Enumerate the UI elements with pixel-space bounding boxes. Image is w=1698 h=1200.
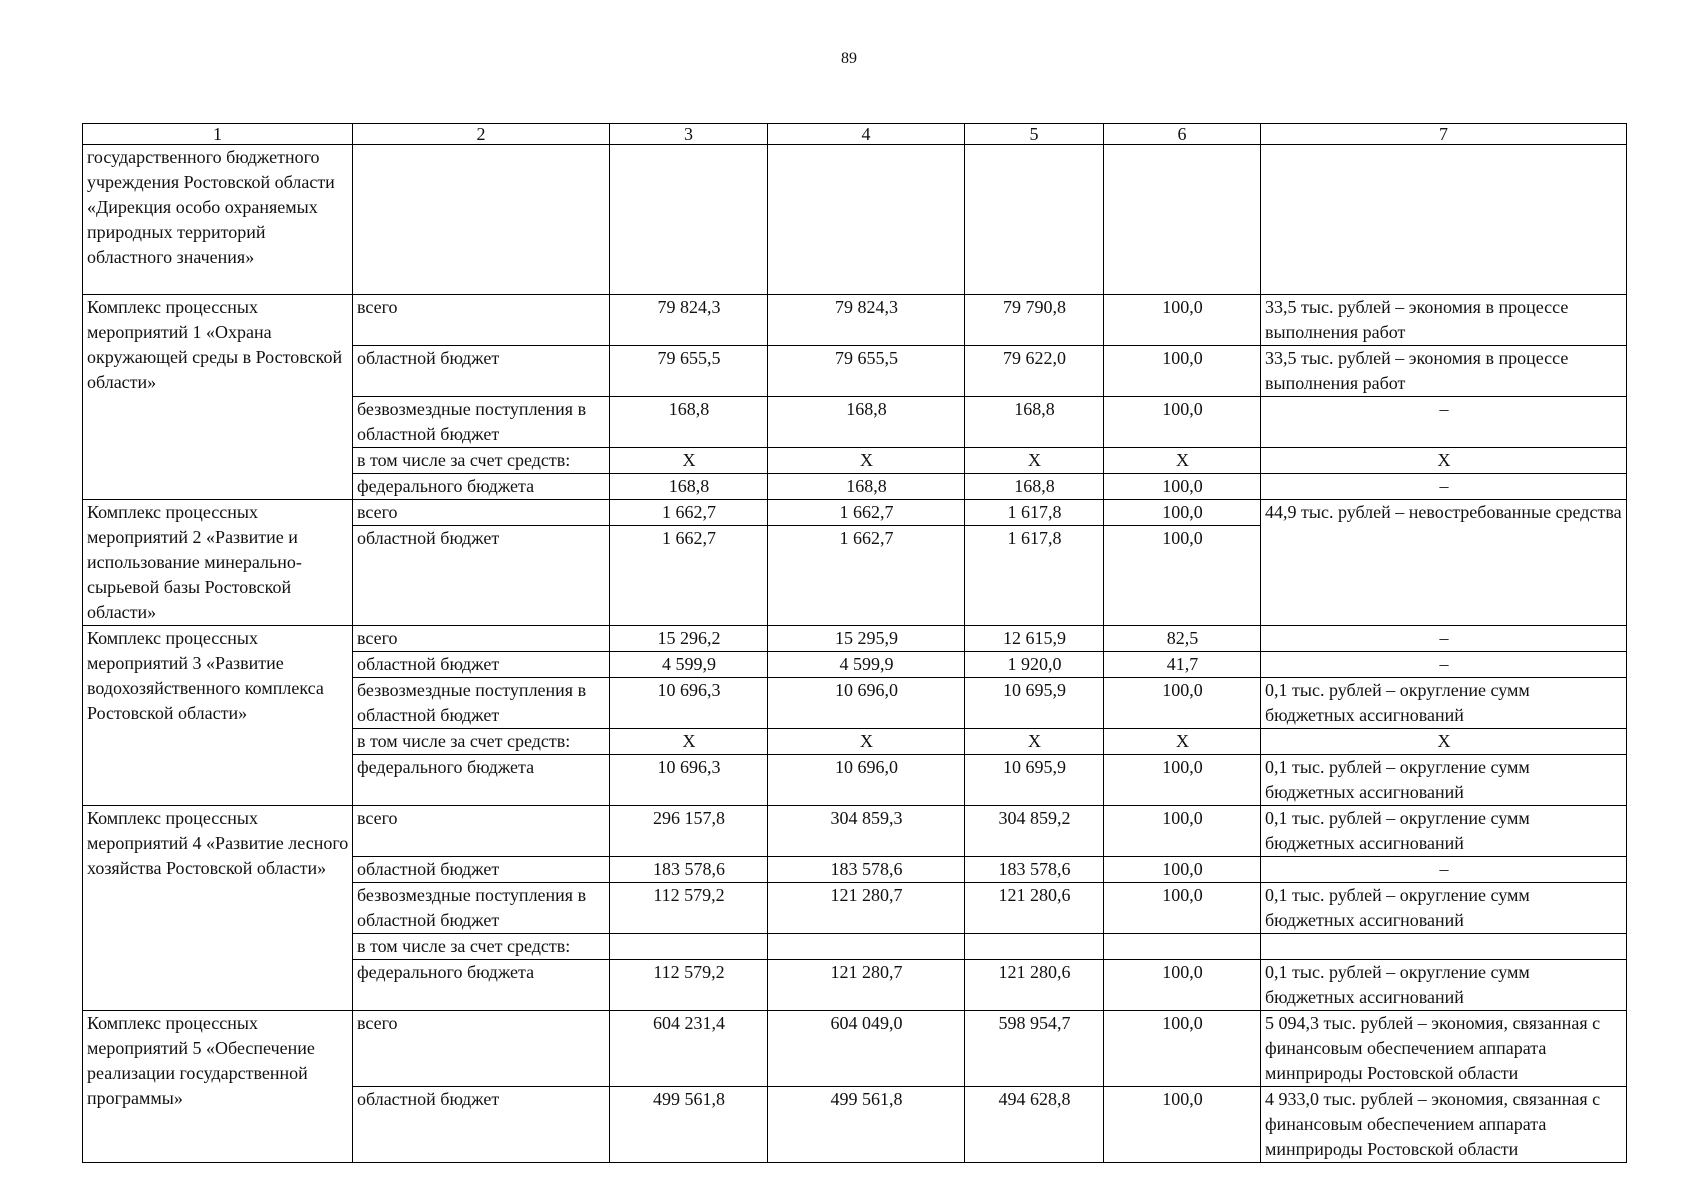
column-4-value: 304 859,3 [768,806,965,857]
funding-source-cell: областной бюджет [353,346,610,397]
column-3-value: X [610,729,768,755]
funding-source-cell: всего [353,806,610,857]
funding-source-cell: областной бюджет [353,1087,610,1163]
column-5-value: 10 695,9 [965,755,1104,806]
column-4-value [768,934,965,960]
column-4-value: 15 295,9 [768,626,965,652]
column-4-value: 183 578,6 [768,857,965,883]
column-5-value: 121 280,6 [965,883,1104,934]
table-row [83,1011,1627,1087]
column-5-value: 121 280,6 [965,960,1104,1011]
funding-source-cell: всего [353,626,610,652]
note-cell: 0,1 тыс. рублей – округление сумм бюджетных ассигнований [1261,755,1627,806]
column-header: 3 [610,124,768,145]
column-6-value: 100,0 [1104,678,1261,729]
note-cell: 0,1 тыс. рублей – округление сумм бюджетных ассигнований [1261,806,1627,857]
column-3-value: 1 662,7 [610,526,768,626]
column-6-value: 100,0 [1104,295,1261,346]
column-6-value: 100,0 [1104,1011,1261,1087]
page-number: 89 [841,50,857,67]
column-3-value: 499 561,8 [610,1087,768,1163]
column-6-value [1104,145,1261,295]
funding-source-cell: областной бюджет [353,857,610,883]
note-cell: – [1261,474,1627,500]
column-6-value: 100,0 [1104,526,1261,626]
column-4-value: 79 824,3 [768,295,965,346]
column-3-value: X [610,448,768,474]
column-3-value: 10 696,3 [610,755,768,806]
column-6-value: 100,0 [1104,397,1261,448]
column-3-value: 168,8 [610,474,768,500]
column-5-value: 79 790,8 [965,295,1104,346]
note-cell: 0,1 тыс. рублей – округление сумм бюджетных ассигнований [1261,883,1627,934]
funding-source-cell: федерального бюджета [353,755,610,806]
budget-execution-table [82,123,1627,1163]
column-4-value: X [768,729,965,755]
note-cell: 0,1 тыс. рублей – округление сумм бюджетных ассигнований [1261,678,1627,729]
column-3-value: 112 579,2 [610,883,768,934]
note-cell: – [1261,857,1627,883]
funding-source-cell: безвозмездные поступления в областной бюджет [353,678,610,729]
column-6-value: 100,0 [1104,960,1261,1011]
column-4-value: 10 696,0 [768,678,965,729]
program-name-cell: государственного бюджетного учреждения Ростовской области «Дирекция особо охраняемых природных территорий областного значения» [83,145,353,295]
column-3-value: 4 599,9 [610,652,768,678]
note-cell: – [1261,397,1627,448]
column-6-value: 100,0 [1104,857,1261,883]
funding-source-cell: всего [353,295,610,346]
column-6-value: X [1104,448,1261,474]
funding-source-cell: областной бюджет [353,652,610,678]
column-5-value: 304 859,2 [965,806,1104,857]
column-5-value: 183 578,6 [965,857,1104,883]
column-6-value: 100,0 [1104,1087,1261,1163]
funding-source-cell [353,145,610,295]
column-4-value: 499 561,8 [768,1087,965,1163]
column-3-value: 183 578,6 [610,857,768,883]
note-cell: 44,9 тыс. рублей – невостребованные средства [1261,500,1627,626]
column-3-value: 604 231,4 [610,1011,768,1087]
funding-source-cell: областной бюджет [353,526,610,626]
column-6-value: 100,0 [1104,346,1261,397]
funding-source-cell: федерального бюджета [353,960,610,1011]
column-5-value: 168,8 [965,474,1104,500]
note-cell: 4 933,0 тыс. рублей – экономия, связанная с финансовым обеспечением аппарата минприроды Ростовской области [1261,1087,1627,1163]
column-4-value: 1 662,7 [768,500,965,526]
column-4-value: 168,8 [768,474,965,500]
column-header: 5 [965,124,1104,145]
note-cell: 33,5 тыс. рублей – экономия в процессе выполнения работ [1261,295,1627,346]
column-3-value: 168,8 [610,397,768,448]
column-5-value: 1 617,8 [965,526,1104,626]
column-5-value: 494 628,8 [965,1087,1104,1163]
column-6-value: 100,0 [1104,806,1261,857]
note-cell [1261,934,1627,960]
column-4-value: 168,8 [768,397,965,448]
funding-source-cell: в том числе за счет средств: [353,448,610,474]
table-row [83,145,1627,295]
table-row [83,626,1627,652]
column-3-value: 79 824,3 [610,295,768,346]
column-header: 6 [1104,124,1261,145]
funding-source-cell: федерального бюджета [353,474,610,500]
note-cell: – [1261,652,1627,678]
column-3-value [610,934,768,960]
funding-source-cell: в том числе за счет средств: [353,934,610,960]
program-name-cell: Комплекс процессных мероприятий 2 «Развитие и использование минерально-сырьевой базы Ростовской области» [83,500,353,626]
table-row [83,806,1627,857]
column-6-value: 100,0 [1104,883,1261,934]
column-5-value: 168,8 [965,397,1104,448]
column-4-value: 10 696,0 [768,755,965,806]
column-4-value: 121 280,7 [768,960,965,1011]
column-5-value: X [965,448,1104,474]
column-5-value [965,145,1104,295]
column-6-value: 41,7 [1104,652,1261,678]
column-6-value: 100,0 [1104,755,1261,806]
column-4-value: 79 655,5 [768,346,965,397]
column-header: 4 [768,124,965,145]
table-body [83,145,1627,1163]
funding-source-cell: безвозмездные поступления в областной бюджет [353,397,610,448]
column-5-value: 12 615,9 [965,626,1104,652]
column-header: 1 [83,124,353,145]
table-row [83,295,1627,346]
note-cell: X [1261,448,1627,474]
program-name-cell: Комплекс процессных мероприятий 5 «Обеспечение реализации государственной программы» [83,1011,353,1163]
column-5-value [965,934,1104,960]
column-5-value: 598 954,7 [965,1011,1104,1087]
column-6-value: X [1104,729,1261,755]
funding-source-cell: в том числе за счет средств: [353,729,610,755]
note-cell: 5 094,3 тыс. рублей – экономия, связанная с финансовым обеспечением аппарата минприроды Ростовской области [1261,1011,1627,1087]
column-3-value: 15 296,2 [610,626,768,652]
column-3-value: 79 655,5 [610,346,768,397]
column-4-value: 1 662,7 [768,526,965,626]
column-6-value [1104,934,1261,960]
note-cell: X [1261,729,1627,755]
program-name-cell: Комплекс процессных мероприятий 4 «Развитие лесного хозяйства Ростовской области» [83,806,353,1011]
column-3-value: 1 662,7 [610,500,768,526]
note-cell [1261,145,1627,295]
column-4-value: 4 599,9 [768,652,965,678]
column-3-value: 296 157,8 [610,806,768,857]
program-name-cell: Комплекс процессных мероприятий 1 «Охрана окружающей среды в Ростовской области» [83,295,353,500]
funding-source-cell: всего [353,1011,610,1087]
funding-source-cell: всего [353,500,610,526]
column-5-value: 1 617,8 [965,500,1104,526]
column-4-value: X [768,448,965,474]
program-name-cell: Комплекс процессных мероприятий 3 «Развитие водохозяйственного комплекса Ростовской области» [83,626,353,806]
column-header: 2 [353,124,610,145]
column-number-row [83,124,1627,145]
column-3-value [610,145,768,295]
column-4-value: 121 280,7 [768,883,965,934]
column-3-value: 112 579,2 [610,960,768,1011]
table-row [83,500,1627,526]
column-header: 7 [1261,124,1627,145]
column-4-value: 604 049,0 [768,1011,965,1087]
column-3-value: 10 696,3 [610,678,768,729]
column-4-value [768,145,965,295]
note-cell: 33,5 тыс. рублей – экономия в процессе выполнения работ [1261,346,1627,397]
column-5-value: X [965,729,1104,755]
note-cell: 0,1 тыс. рублей – округление сумм бюджетных ассигнований [1261,960,1627,1011]
column-6-value: 100,0 [1104,474,1261,500]
column-5-value: 79 622,0 [965,346,1104,397]
column-6-value: 82,5 [1104,626,1261,652]
column-6-value: 100,0 [1104,500,1261,526]
note-cell: – [1261,626,1627,652]
funding-source-cell: безвозмездные поступления в областной бюджет [353,883,610,934]
column-5-value: 1 920,0 [965,652,1104,678]
column-5-value: 10 695,9 [965,678,1104,729]
